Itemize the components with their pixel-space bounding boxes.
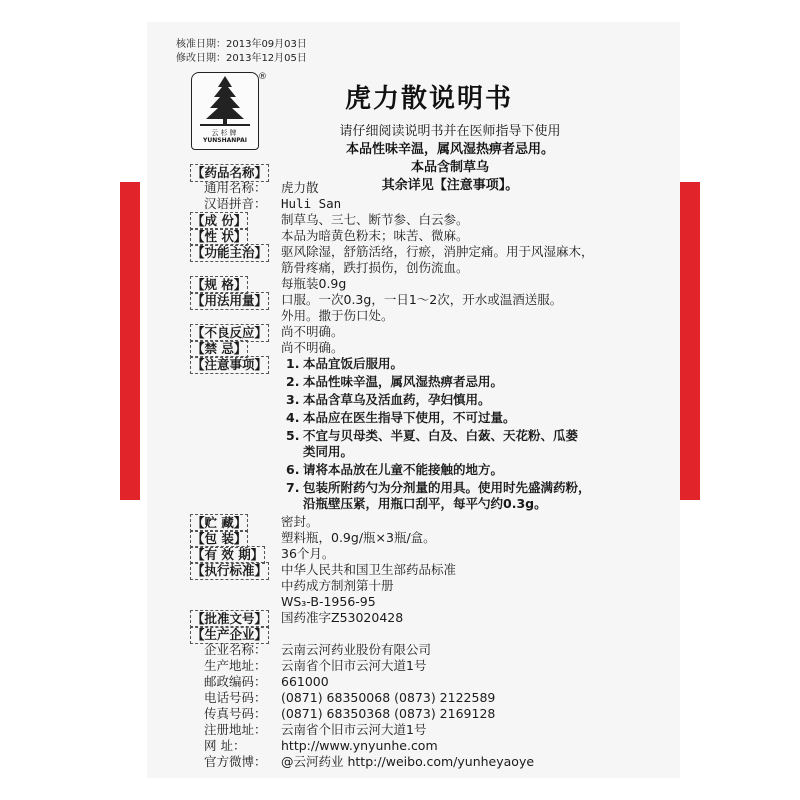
- note-number: 5.: [286, 428, 300, 443]
- note-item: 请将本品放在儿童不能接触的地方。: [303, 462, 504, 477]
- label-spec: 【规 格】: [192, 277, 247, 292]
- note-item: 本品应在医生指导下使用，不可过量。: [303, 410, 516, 425]
- registered-mark: ®: [258, 72, 267, 82]
- note-number: 7.: [286, 480, 300, 495]
- label-fax: 传真号码：: [204, 706, 267, 721]
- note-number: 3.: [286, 392, 300, 407]
- value-company: 云南云河药业股份有限公司: [281, 642, 432, 657]
- label-indication: 【功能主治】: [192, 245, 268, 260]
- label-ingredients: 【成 份】: [192, 213, 247, 228]
- value-usage-line2: 外用。撒于伤口处。: [281, 308, 394, 323]
- right-red-stripe: [680, 182, 700, 500]
- value-standard-line1: 中华人民共和国卫生部药品标准: [281, 562, 457, 577]
- subtitle-read-carefully: 请仔细阅读说明书并在医师指导下使用: [339, 124, 561, 139]
- note-item-continued: 沿瓶壁压紧，用瓶口刮平，每平勺约0.3g。: [303, 496, 547, 511]
- logo-name-cn: 云杉牌: [211, 129, 239, 137]
- label-manufacturer: 【生产企业】: [192, 627, 268, 642]
- label-contraindication: 【禁 忌】: [192, 341, 247, 356]
- value-approval-number: 国药准字Z53020428: [281, 610, 404, 625]
- label-generic-name: 通用名称：: [204, 180, 267, 195]
- subtitle-warning: 本品性味辛温，属风湿热痹者忌用。: [345, 142, 554, 157]
- value-ingredients: 制草乌、三七、断节参、白云参。: [281, 212, 469, 227]
- value-phone: (0871) 68350068 (0873) 2122589: [281, 690, 496, 705]
- note-item: 本品宜饭后服用。: [303, 356, 404, 371]
- logo-name-en: YUNSHANPAI: [203, 137, 247, 144]
- label-postcode: 邮政编码：: [204, 674, 267, 689]
- value-indication-line1: 驱风除湿，舒筋活络，行瘀，消肿定痛。用于风湿麻木，: [281, 244, 594, 259]
- subtitle-see-notes: 其余详见【注意事项】。: [381, 178, 519, 193]
- value-website[interactable]: http://www.ynyunhe.com: [281, 738, 438, 753]
- label-company: 企业名称：: [204, 642, 267, 657]
- left-red-stripe: [120, 182, 140, 500]
- value-adverse: 尚不明确。: [281, 324, 344, 339]
- value-validity: 36个月。: [281, 546, 335, 561]
- note-item: 包装所附药勺为分剂量的用具。使用时先盛满药粉，: [303, 480, 591, 495]
- subtitle-contains: 本品含制草乌: [410, 160, 489, 175]
- value-postcode: 661000: [281, 674, 329, 689]
- label-weibo: 官方微博：: [204, 754, 267, 769]
- label-address: 生产地址：: [204, 658, 267, 673]
- value-usage-line1: 口服。一次0.3g，一日1～2次，开水或温酒送服。: [281, 292, 563, 307]
- value-storage: 密封。: [281, 514, 319, 529]
- note-item: 本品含草乌及活血药，孕妇慎用。: [303, 392, 491, 407]
- label-character: 【性 状】: [192, 229, 247, 244]
- value-fax: (0871) 68350368 (0873) 2169128: [281, 706, 496, 721]
- note-number: 6.: [286, 462, 300, 477]
- value-character: 本品为暗黄色粉末；味苦、微麻。: [281, 228, 469, 243]
- label-drug-name: 【药品名称】: [192, 165, 268, 180]
- note-number: 1.: [286, 356, 300, 371]
- note-number: 4.: [286, 410, 300, 425]
- label-validity: 【有 效 期】: [192, 547, 264, 562]
- value-contraindication: 尚不明确。: [281, 340, 344, 355]
- note-item: 不宜与贝母类、半夏、白及、白蔹、天花粉、瓜蒌: [303, 428, 579, 443]
- label-phone: 电话号码：: [204, 690, 267, 705]
- label-pinyin: 汉语拼音：: [204, 196, 267, 211]
- value-generic-name: 虎力散: [281, 180, 319, 195]
- value-reg-address: 云南省个旧市云河大道1号: [281, 722, 427, 737]
- value-address: 云南省个旧市云河大道1号: [281, 658, 427, 673]
- note-item: 本品性味辛温，属风湿热痹者忌用。: [303, 374, 504, 389]
- label-reg-address: 注册地址：: [204, 722, 267, 737]
- note-item-continued: 类同用。: [303, 444, 354, 459]
- label-usage: 【用法用量】: [192, 293, 268, 308]
- value-indication-line2: 筋骨疼痛，跌打损伤，创伤流血。: [281, 260, 469, 275]
- revision-date: 修改日期：2013年12月05日: [176, 53, 307, 64]
- label-website: 网 址：: [204, 738, 246, 753]
- value-standard-line3: WS₃-B-1956-95: [281, 594, 376, 609]
- label-approval-number: 【批准文号】: [192, 611, 268, 626]
- label-standard: 【执行标准】: [192, 563, 268, 578]
- label-adverse: 【不良反应】: [192, 325, 268, 340]
- label-storage: 【贮 藏】: [192, 515, 247, 530]
- value-pinyin: Huli San: [281, 196, 342, 211]
- value-package: 塑料瓶，0.9g/瓶×3瓶/盒。: [281, 530, 436, 545]
- value-standard-line2: 中药成方制剂第十册: [281, 578, 394, 593]
- label-notes: 【注意事项】: [192, 357, 268, 372]
- label-package: 【包 装】: [192, 531, 247, 546]
- note-number: 2.: [286, 374, 300, 389]
- page-title: 虎力散说明书: [345, 84, 514, 114]
- approval-date: 核准日期：2013年09月03日: [176, 39, 307, 50]
- value-weibo[interactable]: @云河药业 http://weibo.com/yunheyaoye: [281, 754, 535, 769]
- value-spec: 每瓶装0.9g: [281, 276, 347, 291]
